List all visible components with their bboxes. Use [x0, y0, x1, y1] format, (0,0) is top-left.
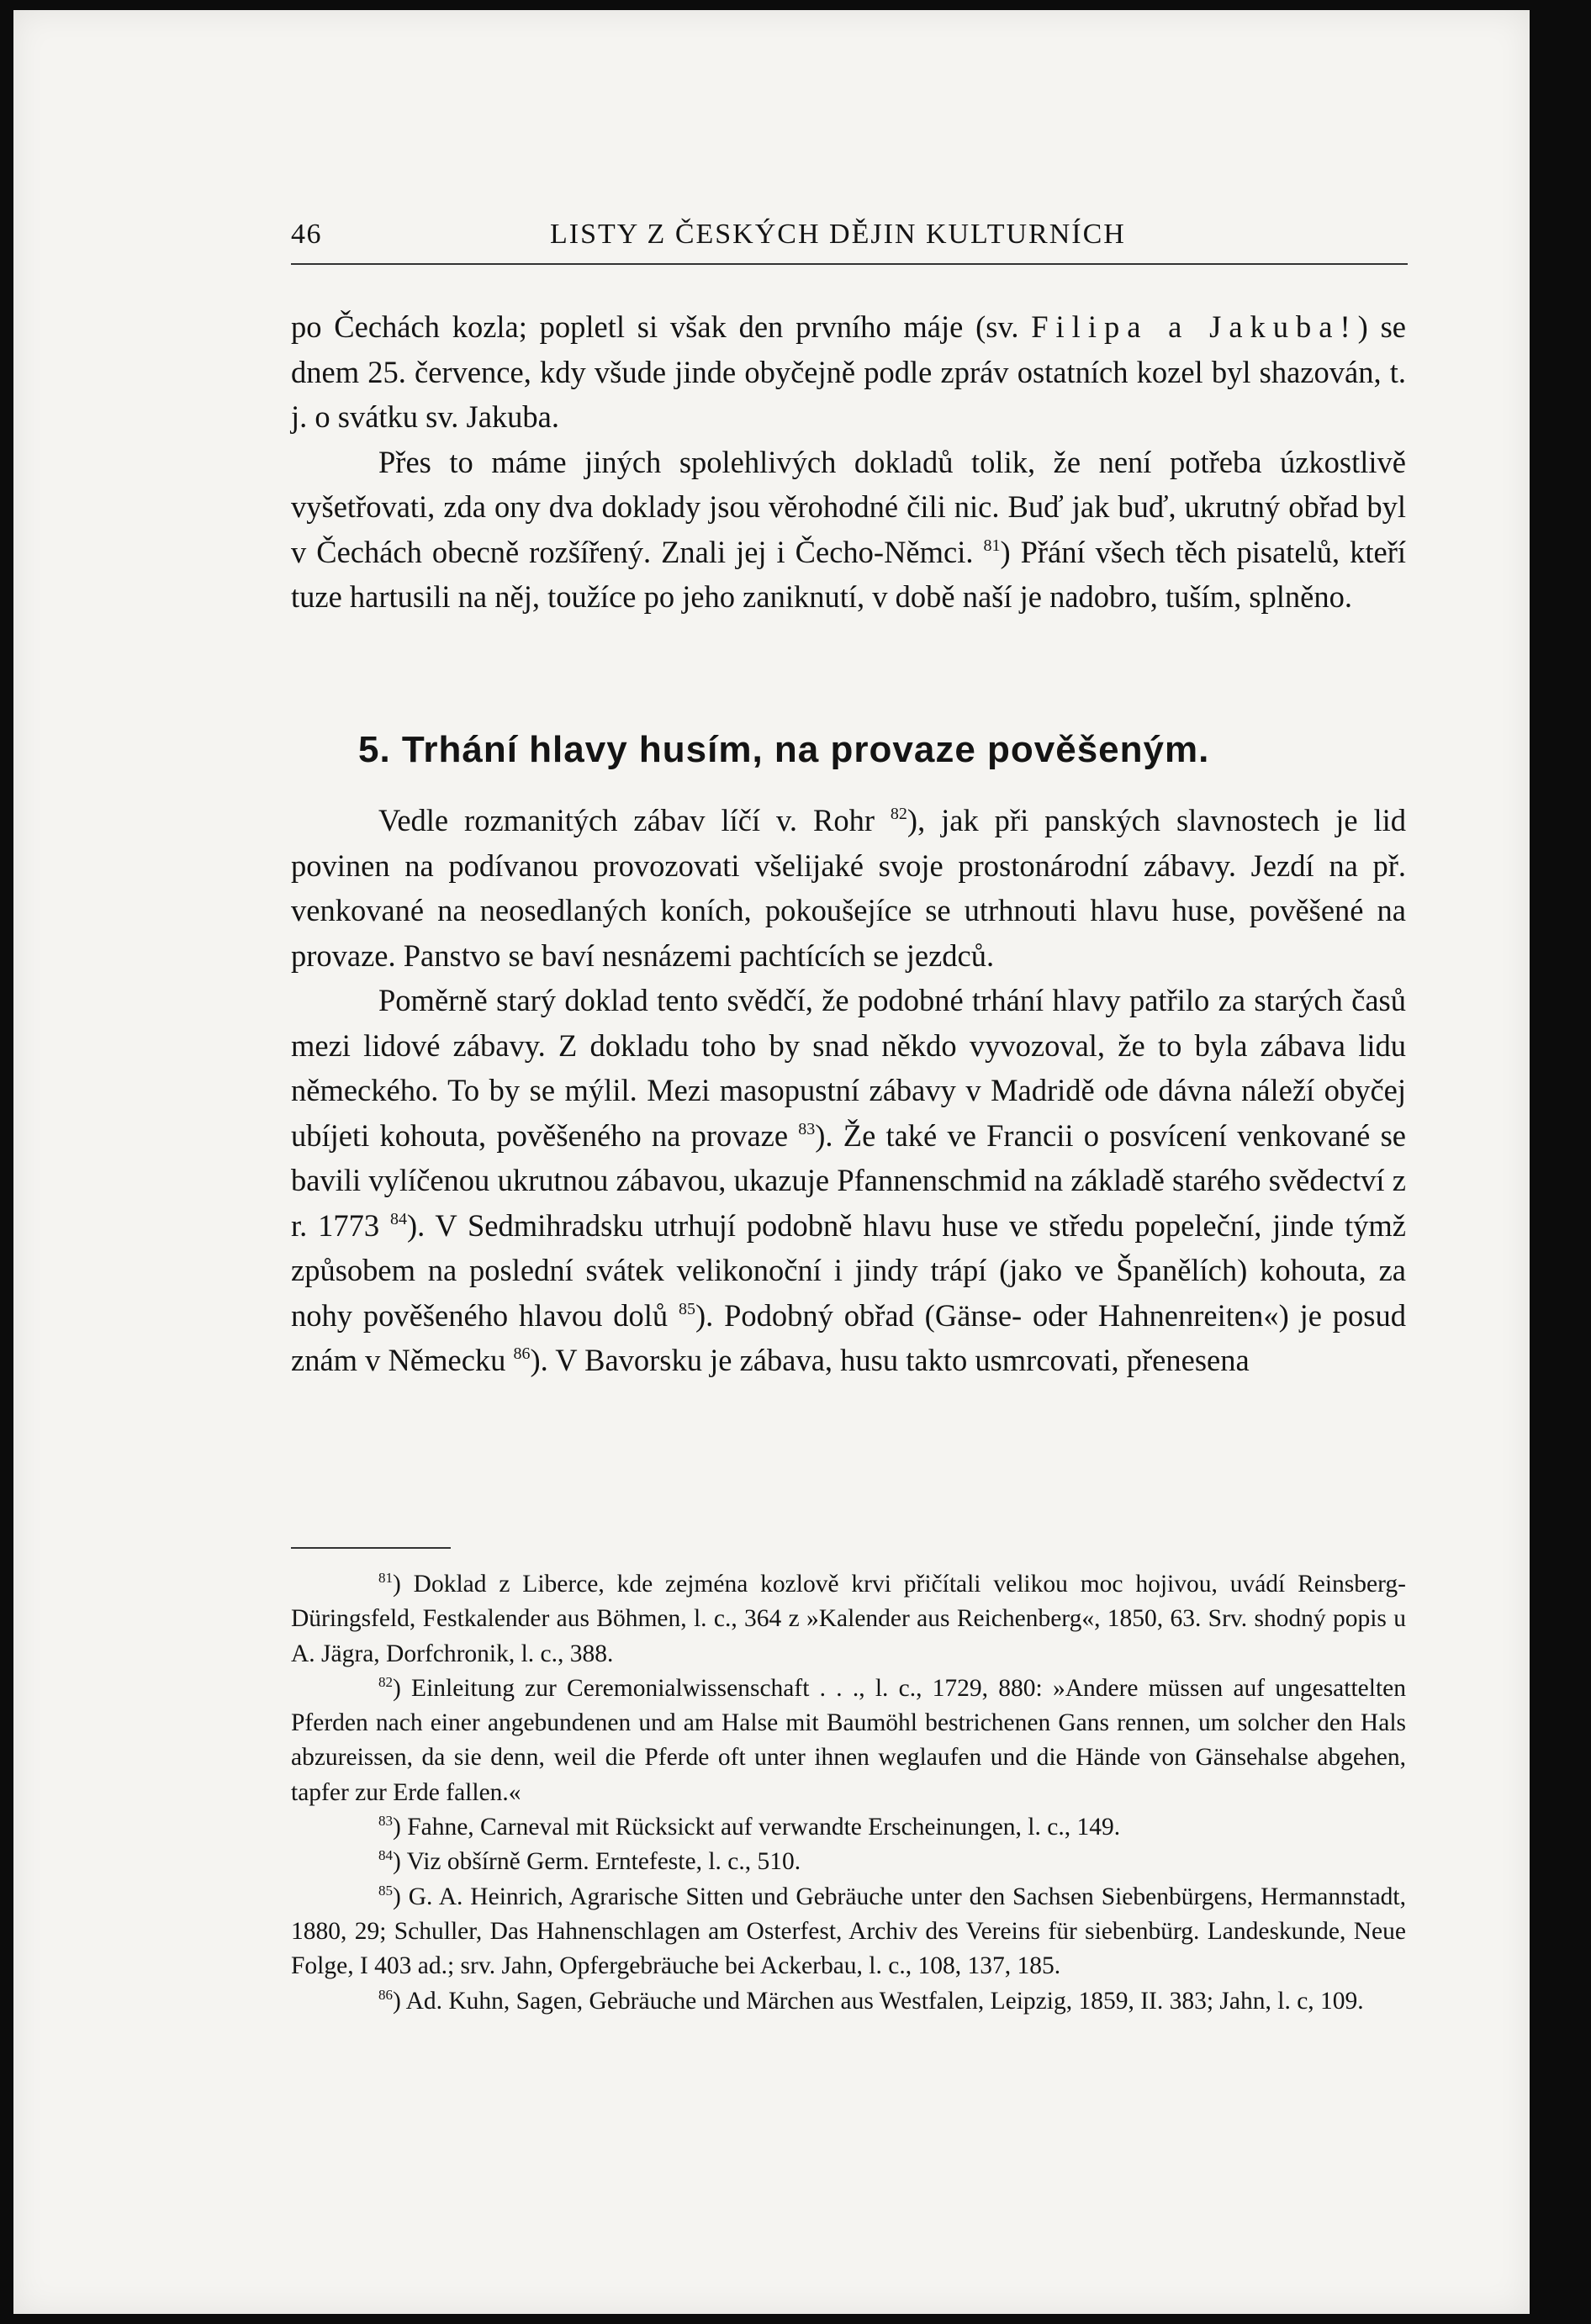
footnote	[291, 1567, 1406, 1672]
text-run: ), jak při panských slavnostech je lid povinen na podívanou provozovati všelijaké svoje prostonárodní zábavy. Jezdí na př. venkované na neosedlaných koních, pokoušejíce se utrhnouti hlavu huse, pověšené na provaze. Panstvo se baví nesnázemi pachtících se jezdců.	[291, 803, 1407, 973]
footnote-ref: 84	[389, 1209, 407, 1228]
running-title: LISTY Z ČESKÝCH DĚJIN KULTURNÍCH	[550, 219, 1126, 250]
footnote-text: ) Fahne, Carneval mit Rücksickt auf verwandte Erscheinungen, l. c., 149.	[393, 1814, 1121, 1841]
text-run: ). V Bavorsku je zábava, husu takto usmrcovati, přenesena	[530, 1343, 1250, 1377]
footnote-ref: 86	[513, 1344, 531, 1363]
book-page	[13, 10, 1530, 2314]
footnote-number: 83	[378, 1813, 393, 1830]
spaced-text: Filipa a Jakuba!	[1031, 309, 1358, 344]
footnote-number: 86	[378, 1986, 393, 2003]
text-run: ) Přání všech těch pisatelů, kteří tuze hartusili na něj, toužíce po jeho zaniknutí, v době naší je nadobro, tuším, splněno.	[291, 534, 1406, 614]
footnote-rule	[291, 1547, 451, 1549]
header-rule	[291, 263, 1408, 265]
footnote-ref: 83	[798, 1119, 816, 1138]
footnote	[291, 1810, 1406, 1845]
footnote-text: ) Viz obšírně Germ. Erntefeste, l. c., 510.	[393, 1848, 801, 1876]
footnote-ref: 82	[890, 805, 907, 823]
text-run: ) se dnem 25. července, kdy všude jinde obyčejně podle zpráv ostatních kozel byl shazován, t. j. o svátku sv. Jakuba.	[291, 309, 1407, 434]
text-run: Vedle rozmanitých zábav líčí v. Rohr	[378, 803, 891, 837]
footnote-text: ) Ad. Kuhn, Sagen, Gebräuche und Märchen aus Westfalen, Leipzig, 1859, II. 383; Jahn, l. c, 109.	[393, 1987, 1364, 2015]
paragraph-1	[291, 304, 1406, 440]
footnote	[291, 1880, 1406, 1984]
footnote	[291, 1845, 1406, 1879]
footnote-ref: 81	[983, 536, 1001, 555]
footnote-number: 84	[378, 1847, 393, 1864]
footnote	[291, 1672, 1406, 1810]
footnote-text: ) Einleitung zur Ceremonialwissenschaft . . ., l. c., 1729, 880: »Andere müssen auf ungesattelten Pferden nach einer angebundenen und am Halse mit Baumöhl bestrichenen Gans rennen, um solcher den Hals abzureissen, da sie denn, weil die Pferde oft unter ihnen weglaufen und die Hände von Gänsehalse abgehen, tapfer zur Erde fallen.«	[291, 1674, 1406, 1806]
paragraph-2	[291, 440, 1406, 620]
text-run: Poměrně starý doklad tento svědčí, že podobné trhání hlavy patřilo za starých časů mezi lidové zábavy. Z dokladu toho by snad někdo vyvozoval, že to byla zábava lidu německého. To by se mýlil. Mezi masopustní zábavy v Madridě ode dávna náleží obyčej ubíjeti kohouta, pověšeného na provaze	[291, 983, 1406, 1153]
footnote-text: ) Doklad z Liberce, kde zejména kozlově krvi přičítali velikou moc hojivou, uvádí Reinsberg-Düringsfeld, Festkalender aus Böhmen, l. c., 364 z »Kalender aus Reichenberg«, 1850, 63. Srv. shodný popis u A. Jägra, Dorfchronik, l. c., 388.	[291, 1571, 1406, 1667]
text-run: ). Podobný obřad (Gänse- oder Hahnenreiten«) je posud znám v Německu	[291, 1297, 1406, 1377]
body-text-section	[291, 798, 1406, 1383]
section-heading: 5. Trhání hlavy husím, na provaze pověšeným.	[358, 729, 1210, 770]
footnote-number: 85	[378, 1882, 393, 1899]
footnote-number: 81	[378, 1570, 393, 1586]
body-text-top	[291, 304, 1406, 620]
text-run: ). Že také ve Francii o posvícení venkované se bavili vylíčenou ukrutnou zábavou, ukazuje Pfannenschmid na základě starého svědectví z r. 1773	[291, 1117, 1406, 1243]
text-run: Přes to máme jiných spolehlivých dokladů tolik, že není potřeba úzkostlivě vyšetřovati, zda ony dva doklady jsou věrohodné čili nic. Buď jak buď, ukrutný obřad byl v Čechách obecně rozšířený. Znali jej i Čecho-Němci.	[291, 444, 1406, 569]
text-run: ). V Sedmihradsku utrhují podobně hlavu huse ve středu popeleční, jinde týmž způsobem na poslední svátek velikonoční i jindy trápí (jako ve Španělích) kohouta, za nohy pověšeného hlavou dolů	[291, 1207, 1406, 1333]
footnote-ref: 85	[678, 1299, 695, 1318]
paragraph-4	[291, 978, 1406, 1383]
paragraph-3	[291, 798, 1406, 978]
footnote-number: 82	[378, 1673, 393, 1690]
footnote-text: ) G. A. Heinrich, Agrarische Sitten und Gebräuche unter den Sachsen Siebenbürgens, Hermannstadt, 1880, 29; Schuller, Das Hahnenschlagen am Osterfest, Archiv des Vereins für siebenbürg. Landeskunde, Neue Folge, I 403 ad.; srv. Jahn, Opfergebräuche bei Ackerbau, l. c., 108, 137, 185.	[291, 1883, 1406, 1980]
page-number: 46	[291, 219, 322, 250]
text-run: po Čechách kozla; popletl si však den prvního máje (sv.	[291, 309, 1032, 344]
footnote	[291, 1984, 1406, 2019]
footnotes	[291, 1567, 1406, 2019]
page-header	[281, 210, 1408, 254]
